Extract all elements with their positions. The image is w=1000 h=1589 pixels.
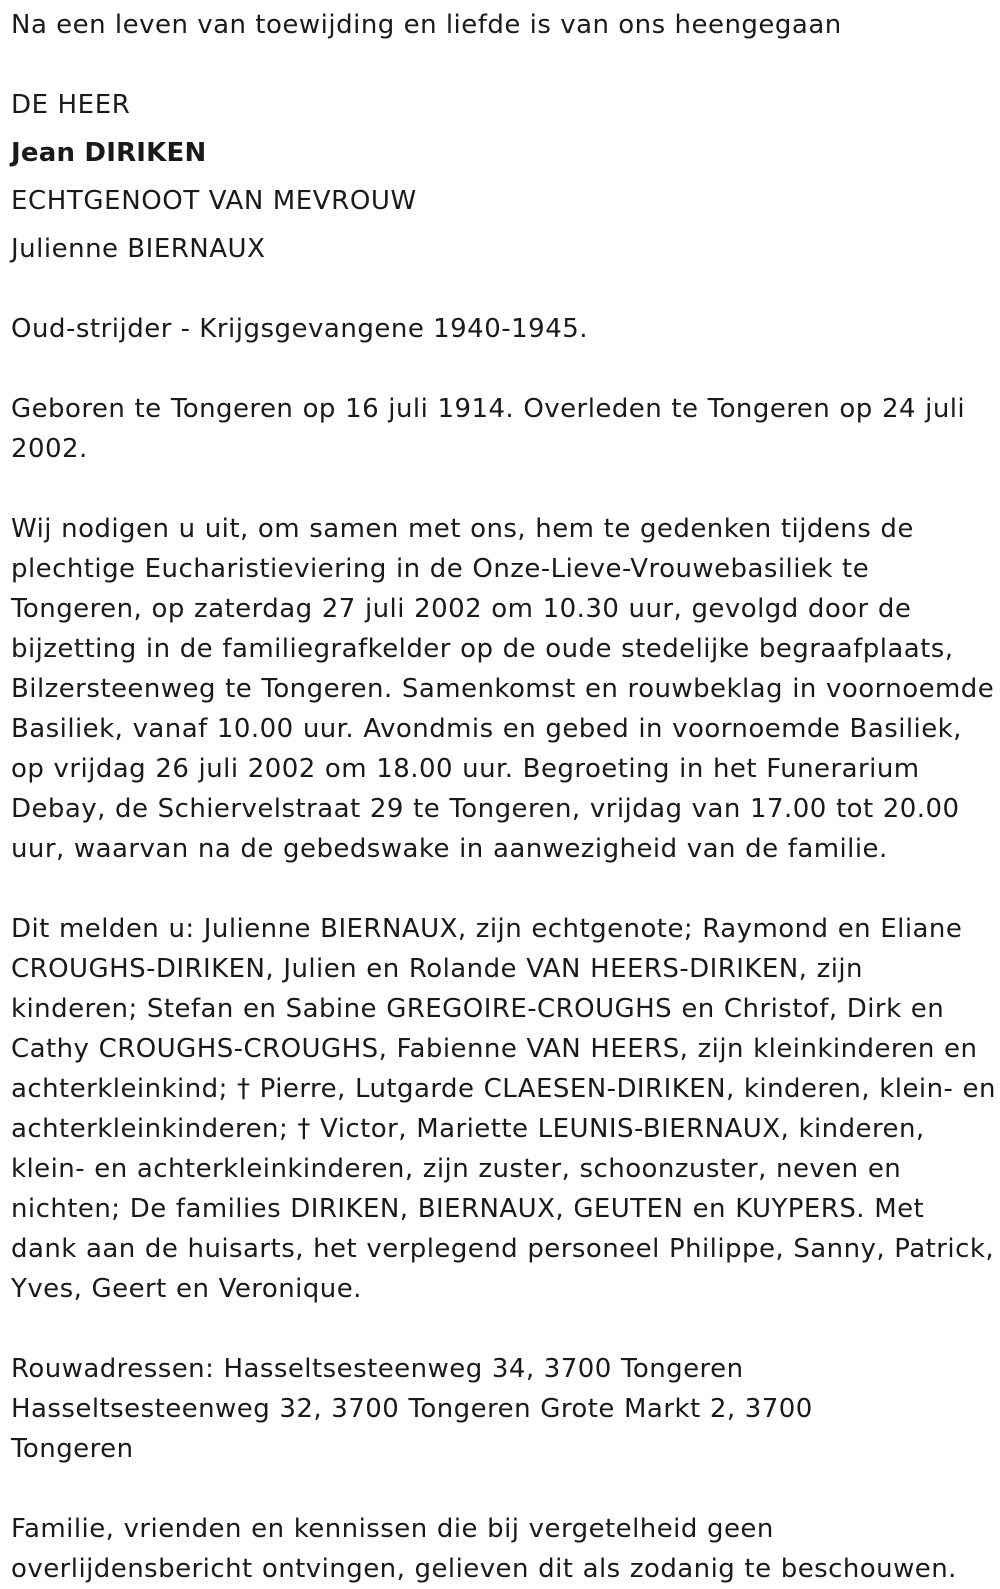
invitation-paragraph: Wij nodigen u uit, om samen met ons, hem te gedenken tijdens de plechtige Eucharistieviering in de Onze-Lieve-Vrouwebasiliek te Tongeren, op zaterdag 27 juli 2002 om 10.30 uur, gevolgd door de bijzetting in de familiegrafkelder op de oude stedelijke begraafplaats, Bilzersteenweg te Tongeren. Samenkomst en rouwbeklag in voornoemde Basiliek, vanaf 10.00 uur. Avondmis en gebed in voornoemde Basiliek, op vrijdag 26 juli 2002 om 18.00 uur. Begroeting in het Funerarium Debay, de Schiervelstraat 29 te Tongeren, vrijdag van 17.00 tot 20.00 uur, waarvan na de gebedswake in aanwezigheid van de familie. [11, 514, 995, 864]
spacer [11, 1309, 1000, 1349]
deceased-name: Jean DIRIKEN [11, 138, 207, 168]
spouse-name: Julienne BIERNAUX [11, 234, 266, 264]
intro-line: Na een leven van toewijding en liefde is van ons heengegaan [11, 10, 842, 40]
spacer [11, 349, 1000, 389]
veteran-line: Oud-strijder - Krijgsgevangene 1940-1945. [11, 314, 589, 344]
title-prefix: DE HEER [11, 90, 131, 120]
spacer [11, 221, 1000, 229]
spacer [11, 869, 1000, 909]
spacer [11, 469, 1000, 509]
spacer [11, 125, 1000, 133]
spacer [11, 269, 1000, 309]
addresses-paragraph: Rouwadressen: Hasseltsesteenweg 34, 3700 Tongeren Hasseltsesteenweg 32, 3700 Tongeren Grote Markt 2, 3700 Tongeren [11, 1354, 813, 1464]
spouse-label: ECHTGENOOT VAN MEVROUW [11, 186, 417, 216]
spacer [11, 1469, 1000, 1509]
spacer [11, 45, 1000, 85]
announcement-paragraph: Dit melden u: Julienne BIERNAUX, zijn echtgenote; Raymond en Eliane CROUGHS-DIRIKEN, Julien en Rolande VAN HEERS-DIRIKEN, zijn kinderen; Stefan en Sabine GREGOIRE-CROUGHS en Christof, Dirk en Cathy CROUGHS-CROUGHS, Fabienne VAN HEERS, zijn kleinkinderen en achterkleinkind; † Pierre, Lutgarde CLAESEN-DIRIKEN, kinderen, klein- en achterkleinkinderen; † Victor, Mariette LEUNIS-BIERNAUX, kinderen, klein- en achterkleinkinderen, zijn zuster, schoonzuster, neven en nichten; De families DIRIKEN, BIERNAUX, GEUTEN en KUYPERS. Met dank aan de huisarts, het verplegend personeel Philippe, Sanny, Patrick, Yves, Geert en Veronique. [11, 914, 996, 1304]
closing-paragraph: Familie, vrienden en kennissen die bij vergetelheid geen overlijdensbericht ontvingen, gelieven dit als zodanig te beschouwen. [11, 1514, 957, 1584]
birth-death-paragraph: Geboren te Tongeren op 16 juli 1914. Overleden te Tongeren op 24 juli 2002. [11, 394, 966, 464]
spacer [11, 173, 1000, 181]
